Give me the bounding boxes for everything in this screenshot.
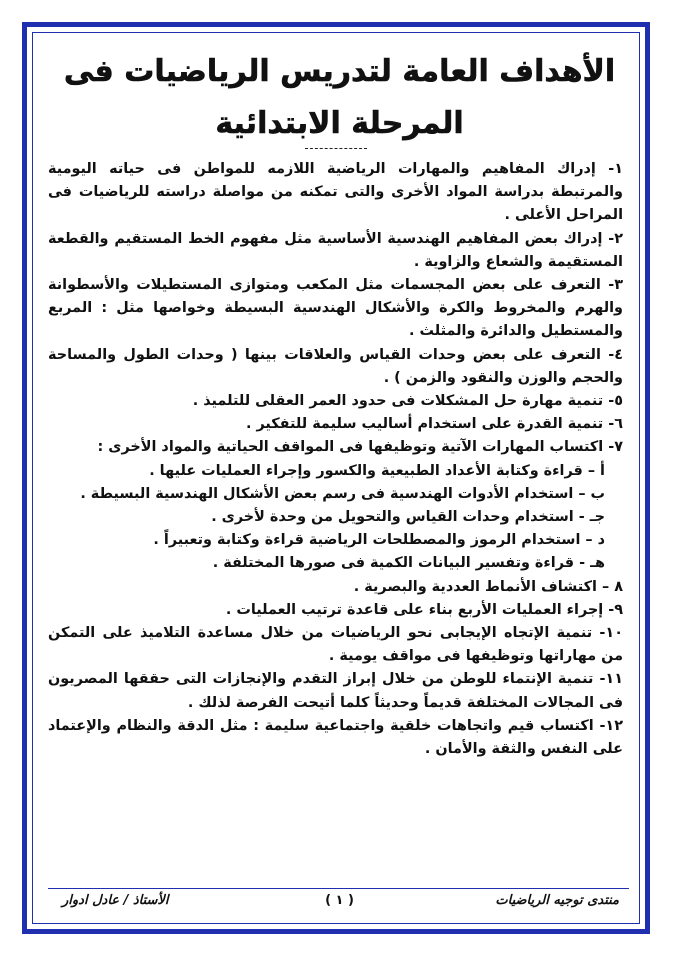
objective-7-c: جـ - استخدام وحدات القياس والتحويل من وحدة لأخرى . (211, 509, 605, 526)
objective-7-e: هـ - قراءة وتفسير البيانات الكمية فى صورها المختلفة . (212, 555, 605, 572)
title-divider (305, 148, 367, 149)
objective-7-b: ب – استخدام الأدوات الهندسية فى رسم بعض الأشكال الهندسية البسيطة . (80, 485, 605, 502)
footer-divider (48, 888, 629, 889)
objective-4: ٤- التعرف على بعض وحدات القياس والعلاقات بينها ( وحدات الطول والمساحة والحجم والوزن والنقود والزمن ) . (48, 346, 623, 386)
objective-10: ١٠- تنمية الإتجاه الإيجابى نحو الرياضيات من خلال مساعدة التلاميذ على التمكن من مهاراتها وتوظيفها فى مواقف يومية . (48, 625, 623, 665)
objective-3: ٣- التعرف على بعض المجسمات مثل المكعب ومتوازى المستطيلات والأسطوانة والهرم والمخروط والكرة والأشكال الهندسية البسيطة وخواصها مثل : المربع والمستطيل والدائرة والمثلث . (48, 277, 623, 340)
objectives-list (48, 158, 623, 761)
objective-1: ١- إدراك المفاهيم والمهارات الرياضية اللازمه للمواطن فى حياته اليومية والمرتبطة بدراسة المواد الأخرى والتى تمكنه من مواصلة دراسته للرياضيات فى المراحل الأعلى . (48, 161, 623, 224)
objective-9: ٩- إجراء العمليات الأربع بناء على قاعدة ترتيب العمليات . (225, 601, 623, 618)
objective-6: ٦- تنمية القدرة على استخدام أساليب سليمة للتفكير . (246, 416, 623, 433)
objective-5: ٥- تنمية مهارة حل المشكلات فى حدود العمر العقلى للتلميذ . (192, 393, 623, 410)
page-number: ( ١ ) (325, 893, 354, 908)
footer-forum-name: منتدى توجيه الرياضيات (495, 893, 619, 908)
objective-11: ١١- تنمية الإنتماء للوطن من خلال إبراز التقدم والإنجازات التى حققها المصريون فى المجالات المختلفة قديماً وحديثاً كلما أتيحت الفرصة لذلك . (48, 671, 623, 711)
objective-7: ٧- اكتساب المهارات الآتية وتوظيفها فى المواقف الحياتية والمواد الأخرى : (97, 439, 623, 456)
page-title: الأهداف العامة لتدريس الرياضيات فى المرحلة الابتدائية (63, 54, 616, 141)
objective-12: ١٢- اكتساب قيم واتجاهات خلقية واجتماعية سليمة : مثل الدقة والنظام والإعتماد على النفس والثقة والأمان . (48, 717, 623, 758)
footer-author: الأستاذ / عادل ادوار (62, 893, 169, 908)
objective-7-a: أ – قراءة وكتابة الأعداد الطبيعية والكسور وإجراء العمليات عليها . (149, 462, 605, 479)
objective-7-d: د – استخدام الرموز والمصطلحات الرياضية قراءة وكتابة وتعبيراً . (153, 532, 605, 549)
objective-2: ٢- إدراك بعض المفاهيم الهندسية الأساسية مثل مفهوم الخط المستقيم والقطعة المستقيمة والشعاع والزاوية . (48, 230, 623, 270)
objective-8: ٨ – اكتشاف الأنماط العددية والبصرية . (353, 578, 623, 595)
